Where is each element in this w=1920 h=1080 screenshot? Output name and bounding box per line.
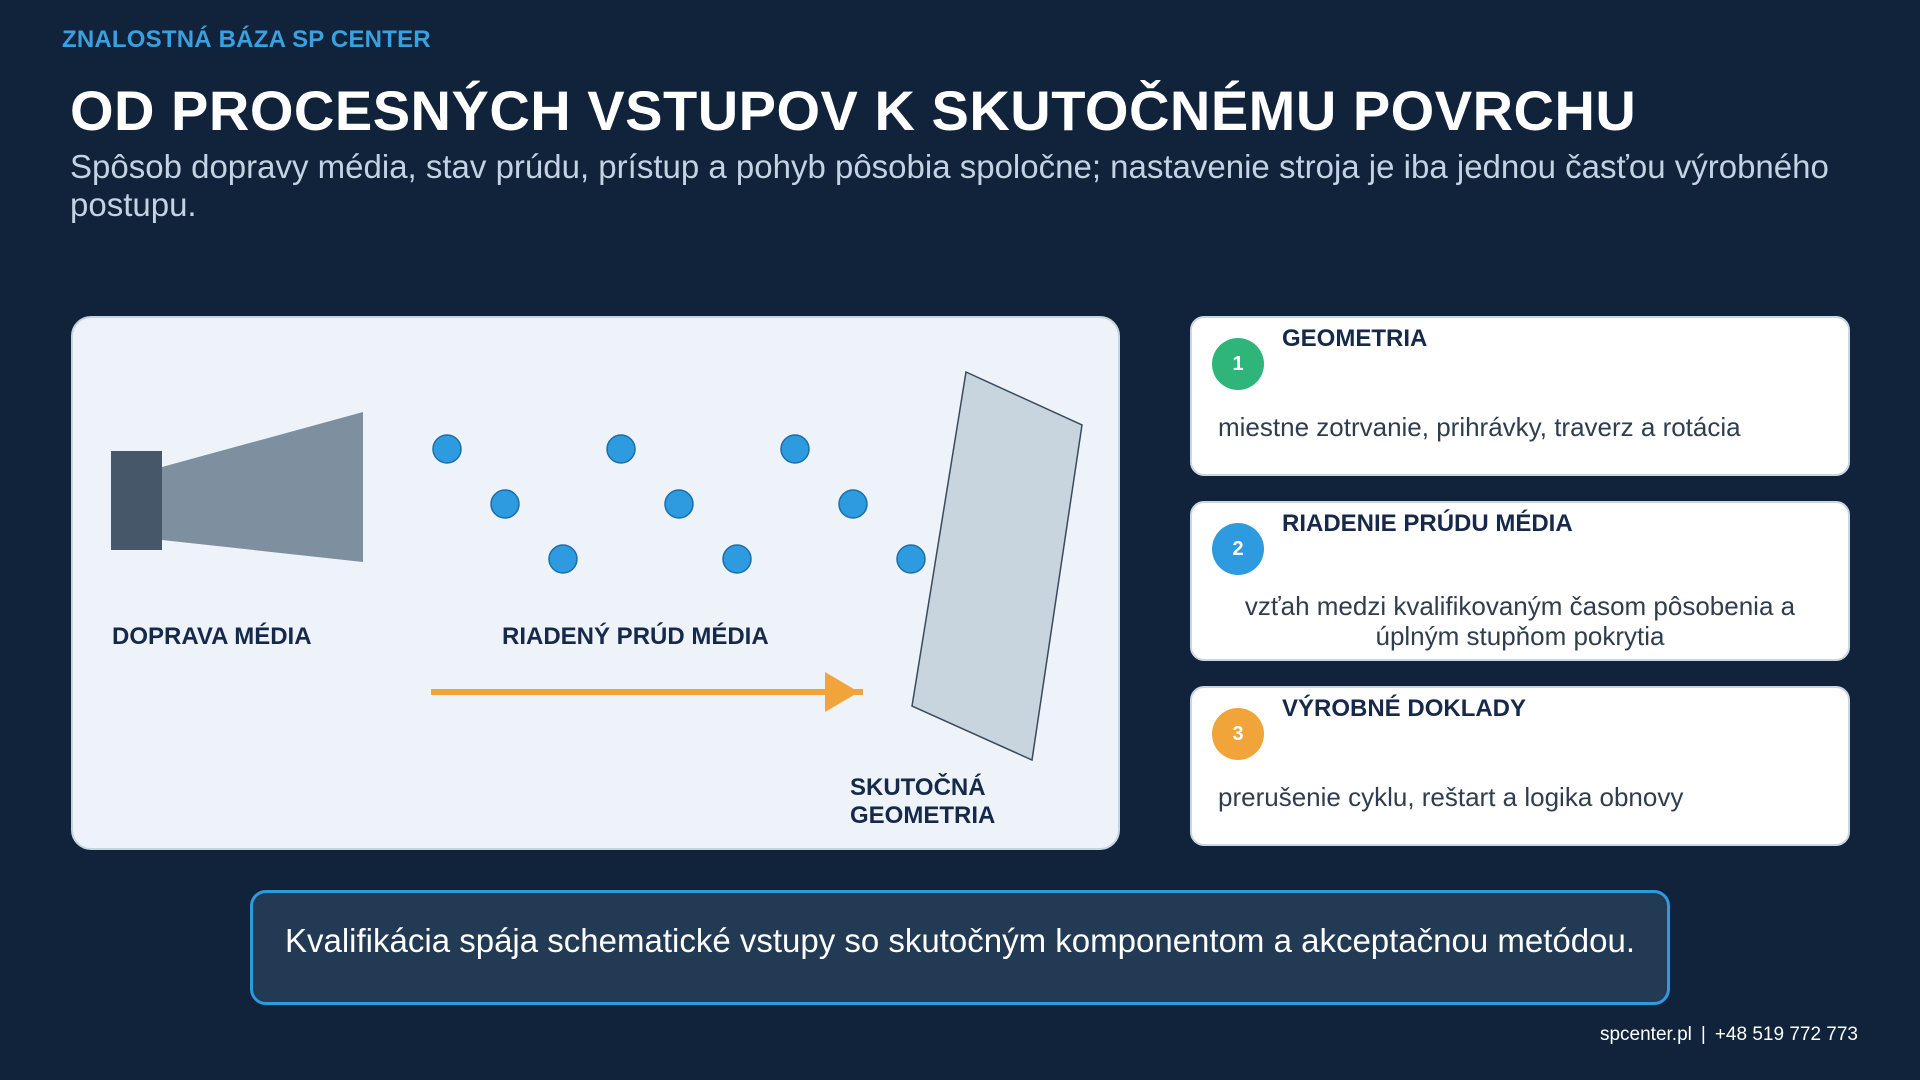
- footer-website[interactable]: spcenter.pl: [1599, 1024, 1692, 1045]
- label-controlled-stream: RIADENÝ PRÚD MÉDIA: [502, 623, 769, 650]
- target-surface: [912, 372, 1082, 760]
- card-title: VÝROBNÉ DOKLADY: [1282, 695, 1527, 722]
- process-diagram: [73, 318, 1120, 850]
- nozzle-cone: [162, 412, 363, 562]
- info-card-stream-control: [1190, 501, 1850, 661]
- media-particle: [781, 435, 809, 463]
- footer-contact: [1600, 1024, 1858, 1046]
- card-title: RIADENIE PRÚDU MÉDIA: [1282, 510, 1573, 537]
- info-card-geometry: [1190, 316, 1850, 476]
- page-title: OD PROCESNÝCH VSTUPOV K SKUTOČNÉMU POVRCHU: [70, 79, 1637, 142]
- label-actual-geometry-line1: SKUTOČNÁ: [850, 774, 986, 801]
- footer-separator: |: [1700, 1024, 1706, 1045]
- card-description: vzťah medzi kvalifikovaným časom pôsobenia a úplným stupňom pokrytia: [1244, 591, 1796, 651]
- nozzle-body: [111, 451, 162, 550]
- card-description: prerušenie cyklu, reštart a logika obnovy: [1218, 782, 1684, 812]
- flow-arrow-head: [825, 672, 859, 712]
- step-badge-2: 2: [1212, 523, 1264, 575]
- page-subtitle: Spôsob dopravy média, stav prúdu, prístup a pohyb pôsobia spoločne; nastavenie stroja je iba jednou časťou výrobného postupu.: [70, 148, 1829, 223]
- label-actual-geometry-line2: GEOMETRIA: [850, 802, 996, 829]
- kicker-label: ZNALOSTNÁ BÁZA SP CENTER: [62, 26, 431, 53]
- footer-phone[interactable]: +48 519 772 773: [1714, 1024, 1858, 1045]
- media-particle: [665, 490, 693, 518]
- media-particle: [897, 545, 925, 573]
- process-diagram-panel: [71, 316, 1120, 850]
- step-badge-3: 3: [1212, 708, 1264, 760]
- media-particle: [839, 490, 867, 518]
- media-particle: [723, 545, 751, 573]
- summary-callout: [250, 890, 1670, 1005]
- label-media-delivery: DOPRAVA MÉDIA: [112, 623, 312, 650]
- media-particle: [607, 435, 635, 463]
- media-particles: [433, 435, 925, 573]
- label-actual-geometry: [850, 774, 995, 830]
- info-card-production-records: [1190, 686, 1850, 846]
- media-particle: [433, 435, 461, 463]
- media-particle: [491, 490, 519, 518]
- summary-callout-text: Kvalifikácia spája schematické vstupy so skutočným komponentom a akceptačnou metódou.: [284, 921, 1636, 959]
- card-title: GEOMETRIA: [1282, 325, 1428, 352]
- step-badge-1: 1: [1212, 338, 1264, 390]
- card-description: miestne zotrvanie, prihrávky, traverz a rotácia: [1218, 412, 1741, 442]
- media-particle: [549, 545, 577, 573]
